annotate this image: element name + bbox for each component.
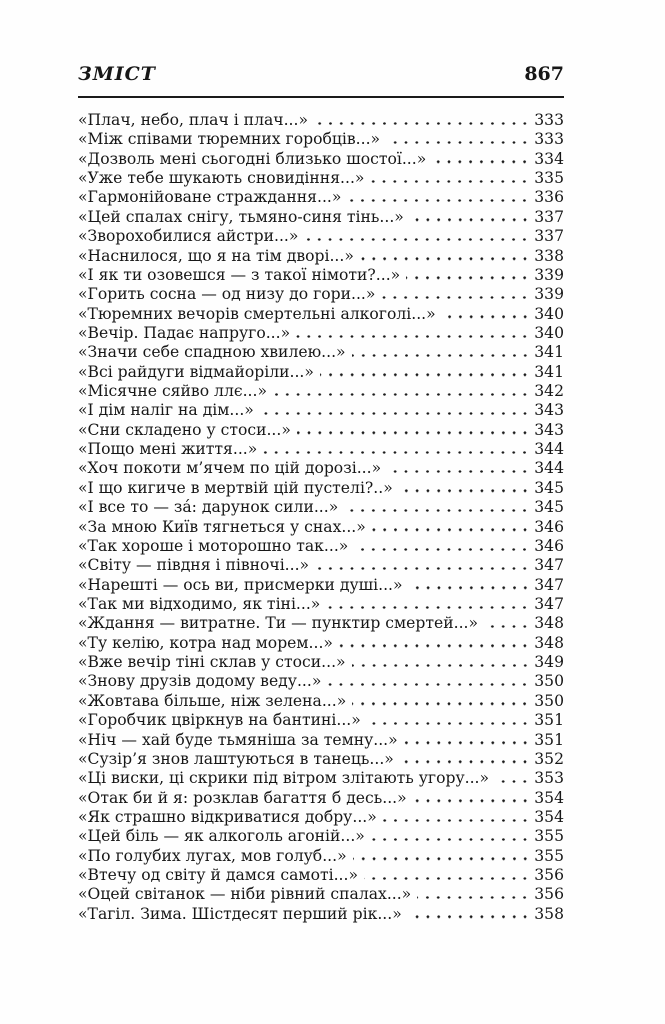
toc-entry [78, 518, 564, 537]
toc-entry-title: «Знову друзів додому веду...» [78, 672, 322, 691]
dot-leader [387, 470, 530, 473]
toc-entry-title: «Тюремних вечорів смертельні алкоголі...» [78, 304, 436, 323]
toc-entry [78, 247, 564, 266]
toc-entry-page: 339 [534, 265, 564, 284]
toc-entry-title: «Сни складено у стоси...» [78, 420, 291, 439]
dot-leader [352, 664, 531, 667]
toc-entry-title: «По голубих лугах, мов голуб...» [78, 846, 347, 865]
toc-entry-title: «Наснилося, що я на тім дворі...» [78, 246, 354, 265]
toc-entry-title: «За мною Київ тягнеться у снах...» [78, 517, 366, 536]
toc-entry [78, 479, 564, 498]
dot-leader [367, 722, 530, 725]
toc-entry [78, 595, 564, 614]
dot-leader [372, 528, 530, 531]
toc-entry [78, 208, 564, 227]
toc-entry-title: «Як страшно відкриватися добру...» [78, 807, 377, 826]
dot-leader [495, 780, 530, 783]
dot-leader [400, 760, 530, 763]
toc-entry-title: «Пощо мені життя...» [78, 440, 258, 459]
toc-entry-title: «Уже тебе шукають сновидіння...» [78, 169, 365, 188]
toc-entry-page: 358 [534, 904, 564, 923]
toc-entry-page: 345 [534, 478, 564, 497]
toc-entry-title: «Між співами тюремних горобців...» [78, 130, 381, 149]
toc-entry [78, 363, 564, 382]
dot-leader [399, 489, 530, 492]
toc-entry-title: «Світу — півдня і півночі...» [78, 556, 310, 575]
toc-entry [78, 789, 564, 808]
toc-entry-page: 337 [534, 207, 564, 226]
dot-leader [432, 160, 530, 163]
toc-entry [78, 808, 564, 827]
dot-leader [352, 354, 531, 357]
toc-entry [78, 285, 564, 304]
toc-entry [78, 634, 564, 653]
toc-entry [78, 130, 564, 149]
toc-entry [78, 885, 564, 904]
toc-entry [78, 227, 564, 246]
toc-entry-page: 355 [534, 846, 564, 865]
toc-entry [78, 421, 564, 440]
toc-entry-title: «Гармонійоване страждання...» [78, 188, 342, 207]
toc-entry-page: 333 [534, 130, 564, 149]
toc-entry [78, 537, 564, 556]
toc-entry-title: «Ждання — витратне. Ти — пунктир смертей...» [78, 614, 479, 633]
toc-entry-title: «Значи себе спадною хвилею...» [78, 343, 346, 362]
toc-entry [78, 750, 564, 769]
toc-entry [78, 827, 564, 846]
toc-entry [78, 111, 564, 130]
toc-entry-title: «Цей біль — як алкоголь агоній...» [78, 827, 365, 846]
toc-entry-title: «Дозволь мені сьогодні близько шостої...» [78, 149, 427, 168]
toc-entry-page: 342 [534, 382, 564, 401]
toc-entry [78, 731, 564, 750]
toc-entry-page: 340 [534, 304, 564, 323]
toc-entry-page: 339 [534, 285, 564, 304]
toc-entry [78, 847, 564, 866]
dot-leader [404, 741, 531, 744]
toc-entry-title: «І як ти озовешся — з такої німоти?...» [78, 265, 401, 284]
toc-entry-page: 355 [534, 827, 564, 846]
toc-entry [78, 305, 564, 324]
dot-leader [409, 586, 531, 589]
toc-entry-title: «Отак би й я: розклав багаття б десь...» [78, 788, 407, 807]
toc-entry-page: 354 [534, 807, 564, 826]
toc-entry-title: «Плач, небо, плач і плач...» [78, 111, 309, 129]
toc-entry-page: 349 [534, 653, 564, 672]
dot-leader [353, 857, 531, 860]
dot-leader [344, 509, 530, 512]
toc-entry-page: 346 [534, 536, 564, 555]
contents-title: ЗМІСТ [78, 63, 156, 85]
toc-entry-page: 337 [534, 227, 564, 246]
toc-entry-page: 341 [534, 362, 564, 381]
page-header [78, 63, 564, 98]
toc-entry-title: «І що кигиче в мертвій цій пустелі?..» [78, 478, 393, 497]
toc-entry-page: 353 [534, 769, 564, 788]
toc-entry-title: «І дім наліг на дім...» [78, 401, 254, 420]
toc-entry-page: 345 [534, 498, 564, 517]
toc-entry-page: 344 [534, 440, 564, 459]
toc-entry [78, 440, 564, 459]
dot-leader [326, 606, 530, 609]
toc-entry-page: 336 [534, 188, 564, 207]
toc-entry-page: 343 [534, 420, 564, 439]
toc-entry-page: 351 [534, 711, 564, 730]
toc-entry-page: 347 [534, 556, 564, 575]
dot-leader [406, 276, 530, 279]
dot-leader [413, 799, 531, 802]
toc-entry-page: 354 [534, 788, 564, 807]
dot-leader [410, 218, 530, 221]
toc-entry [78, 653, 564, 672]
toc-entry-title: «Горить сосна — од низу до гори...» [78, 285, 376, 304]
toc-entry-page: 344 [534, 459, 564, 478]
toc-entry-page: 348 [534, 614, 564, 633]
toc-entry-title: «Оцей світанок — ніби рівний спалах...» [78, 885, 412, 904]
toc-entry-page: 347 [534, 594, 564, 613]
dot-leader [484, 625, 530, 628]
toc-entry-page: 351 [534, 730, 564, 749]
toc-entry-page: 340 [534, 323, 564, 342]
toc-entry-page: 338 [534, 246, 564, 265]
toc-entry [78, 150, 564, 169]
toc-entry [78, 692, 564, 711]
toc-entry [78, 324, 564, 343]
toc-entry-page: 348 [534, 633, 564, 652]
dot-leader [364, 877, 530, 880]
dot-leader [320, 373, 530, 376]
toc-entry-title: «Хоч покоти м’ячем по цій дорозі...» [78, 459, 382, 478]
toc-entry-page: 347 [534, 575, 564, 594]
dot-leader [296, 335, 530, 338]
toc-entry-page: 334 [534, 149, 564, 168]
dot-leader [417, 896, 530, 899]
toc-entry-title: «Так хороше і моторошно так...» [78, 536, 349, 555]
dot-leader [370, 180, 530, 183]
toc-entry [78, 401, 564, 420]
dot-leader [339, 644, 530, 647]
toc-entry-page: 356 [534, 866, 564, 885]
toc-entry [78, 905, 564, 924]
toc-entry-title: «І все то — за́: дарунок сили...» [78, 498, 339, 517]
dot-leader [408, 915, 530, 918]
toc-entry-page: 356 [534, 885, 564, 904]
toc-entry-page: 333 [534, 111, 564, 129]
toc-entry [78, 769, 564, 788]
toc-entry-title: «Нарешті — ось ви, присмерки душі...» [78, 575, 403, 594]
toc-entry-title: «Зворохобилися айстри...» [78, 227, 299, 246]
toc-entry [78, 866, 564, 885]
toc-entry-title: «Втечу од світу й дамся самоті...» [78, 866, 358, 885]
toc-entry-title: «Сузір’я знов лаштуються в танець...» [78, 749, 394, 768]
toc-entry-title: «Так ми відходимо, як тіні...» [78, 594, 321, 613]
toc-entry-title: «Вже вечір тіні склав у стоси...» [78, 653, 346, 672]
dot-leader [442, 315, 531, 318]
page-number: 867 [524, 63, 564, 85]
toc-entry-page: 341 [534, 343, 564, 362]
toc-entry-page: 350 [534, 672, 564, 691]
toc-entry-page: 350 [534, 691, 564, 710]
toc-entry [78, 498, 564, 517]
page-content [78, 63, 564, 924]
dot-leader [347, 199, 530, 202]
dot-leader [263, 451, 530, 454]
toc-entry [78, 382, 564, 401]
toc-entry-title: «Ніч — хай буде тьмяніша за темну...» [78, 730, 398, 749]
toc-list [78, 111, 564, 924]
dot-leader [381, 296, 530, 299]
dot-leader [297, 431, 530, 434]
dot-leader [273, 393, 530, 396]
toc-entry-title: «Вечір. Падає напруго...» [78, 323, 291, 342]
toc-entry-title: «Жовтава більше, ніж зелена...» [78, 691, 347, 710]
toc-entry-title: «Всі райдуги відмайоріли...» [78, 362, 314, 381]
toc-entry-page: 335 [534, 169, 564, 188]
toc-entry [78, 169, 564, 188]
toc-entry-title: «Горобчик цвіркнув на бантині...» [78, 711, 361, 730]
dot-leader [352, 702, 530, 705]
toc-entry [78, 266, 564, 285]
toc-entry-title: «Ту келію, котра над морем...» [78, 633, 333, 652]
toc-entry [78, 556, 564, 575]
dot-leader [386, 141, 530, 144]
dot-leader [371, 838, 530, 841]
toc-entry-title: «Тагіл. Зима. Шістдесят перший рік...» [78, 904, 402, 923]
dot-leader [354, 548, 530, 551]
dot-leader [315, 567, 530, 570]
toc-entry-page: 346 [534, 517, 564, 536]
dot-leader [383, 819, 530, 822]
toc-entry [78, 614, 564, 633]
dot-leader [304, 238, 530, 241]
toc-entry [78, 188, 564, 207]
toc-entry-title: «Цей спалах снігу, тьмяно-синя тінь...» [78, 207, 404, 226]
toc-entry [78, 672, 564, 691]
dot-leader [314, 122, 530, 125]
toc-entry-title: «Місячне сяйво ллє...» [78, 382, 267, 401]
toc-entry [78, 576, 564, 595]
dot-leader [327, 683, 530, 686]
dot-leader [360, 257, 530, 260]
toc-entry-page: 343 [534, 401, 564, 420]
toc-entry-page: 352 [534, 749, 564, 768]
toc-entry-title: «Ці виски, ці скрики під вітром злітають угору...» [78, 769, 490, 788]
dot-leader [260, 412, 530, 415]
toc-entry [78, 459, 564, 478]
toc-entry [78, 711, 564, 730]
toc-entry [78, 343, 564, 362]
